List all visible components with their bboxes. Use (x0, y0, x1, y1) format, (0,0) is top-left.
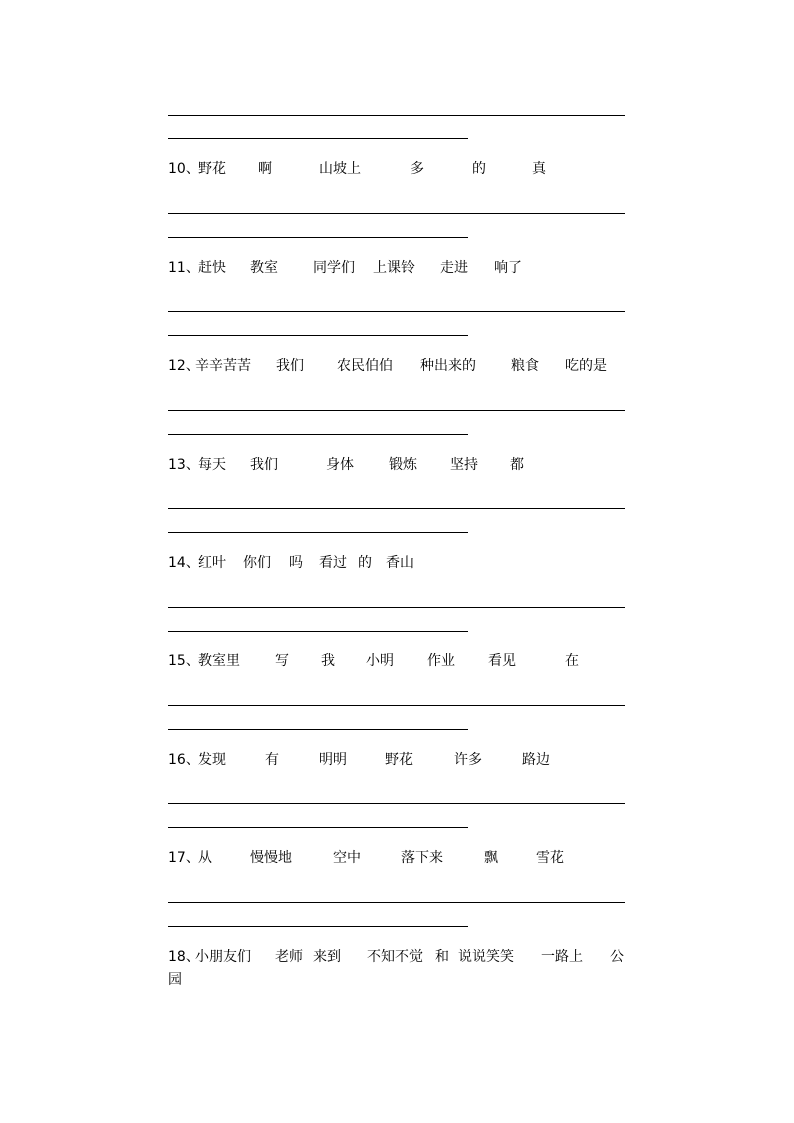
word: 有 (265, 752, 279, 768)
word: 同学们 (313, 260, 355, 276)
question-number: 11、 (168, 260, 200, 276)
word: 响了 (494, 260, 522, 276)
question-number: 12、 (168, 358, 200, 374)
word: 小明 (366, 653, 394, 669)
answer-line-long (168, 115, 625, 116)
word: 公 (610, 949, 624, 965)
word: 农民伯伯 (337, 358, 393, 374)
word: 我们 (276, 358, 304, 374)
answer-line-short (168, 926, 468, 927)
answer-line-long (168, 508, 625, 509)
word: 说说笑笑 (458, 949, 514, 965)
question-number: 15、 (168, 653, 200, 669)
word: 小朋友们 (195, 949, 251, 965)
answer-line-short (168, 434, 468, 435)
answer-line-long (168, 902, 625, 903)
word: 写 (275, 653, 289, 669)
answer-line-short (168, 335, 468, 336)
word: 锻炼 (389, 457, 417, 473)
word: 吃的是 (565, 358, 607, 374)
word: 香山 (386, 555, 414, 571)
word: 走进 (440, 260, 468, 276)
word: 和 (435, 949, 449, 965)
word: 野花 (198, 161, 226, 177)
word: 许多 (454, 752, 482, 768)
word: 看见 (488, 653, 516, 669)
word: 教室里 (198, 653, 240, 669)
answer-line-short (168, 729, 468, 730)
word: 每天 (198, 457, 226, 473)
answer-line-long (168, 410, 625, 411)
question-number: 18、 (168, 949, 200, 965)
question-number: 17、 (168, 850, 200, 866)
answer-line-long (168, 803, 625, 804)
word: 啊 (258, 161, 272, 177)
question-18-wrap: 园 (168, 972, 182, 988)
word: 雪花 (536, 850, 564, 866)
word: 种出来的 (420, 358, 476, 374)
answer-line-long (168, 705, 625, 706)
word: 粮食 (511, 358, 539, 374)
question-number: 10、 (168, 161, 200, 177)
question-number: 16、 (168, 752, 200, 768)
word: 老师 (275, 949, 303, 965)
word: 的 (358, 555, 372, 571)
word: 在 (565, 653, 579, 669)
word: 教室 (250, 260, 278, 276)
word: 身体 (326, 457, 354, 473)
word: 落下来 (401, 850, 443, 866)
word: 我 (321, 653, 335, 669)
answer-line-short (168, 827, 468, 828)
word: 红叶 (198, 555, 226, 571)
answer-line-long (168, 311, 625, 312)
word: 看过 (319, 555, 347, 571)
word: 从 (198, 850, 212, 866)
word: 慢慢地 (250, 850, 292, 866)
word: 一路上 (541, 949, 583, 965)
word: 不知不觉 (367, 949, 423, 965)
word: 你们 (243, 555, 271, 571)
word: 多 (410, 161, 424, 177)
word: 辛辛苦苦 (195, 358, 251, 374)
question-number: 13、 (168, 457, 200, 473)
word: 山坡上 (319, 161, 361, 177)
word: 来到 (313, 949, 341, 965)
answer-line-long (168, 213, 625, 214)
word: 空中 (333, 850, 361, 866)
word: 上课铃 (373, 260, 415, 276)
word: 发现 (198, 752, 226, 768)
answer-line-short (168, 631, 468, 632)
word: 飘 (484, 850, 498, 866)
word: 坚持 (450, 457, 478, 473)
word: 作业 (427, 653, 455, 669)
word: 吗 (289, 555, 303, 571)
question-number: 14、 (168, 555, 200, 571)
word: 的 (472, 161, 486, 177)
answer-line-short (168, 532, 468, 533)
word: 真 (532, 161, 546, 177)
word: 都 (510, 457, 524, 473)
word: 野花 (385, 752, 413, 768)
word: 路边 (522, 752, 550, 768)
answer-line-short (168, 237, 468, 238)
answer-line-short (168, 138, 468, 139)
word: 赶快 (198, 260, 226, 276)
word: 明明 (319, 752, 347, 768)
answer-line-long (168, 607, 625, 608)
word: 我们 (250, 457, 278, 473)
